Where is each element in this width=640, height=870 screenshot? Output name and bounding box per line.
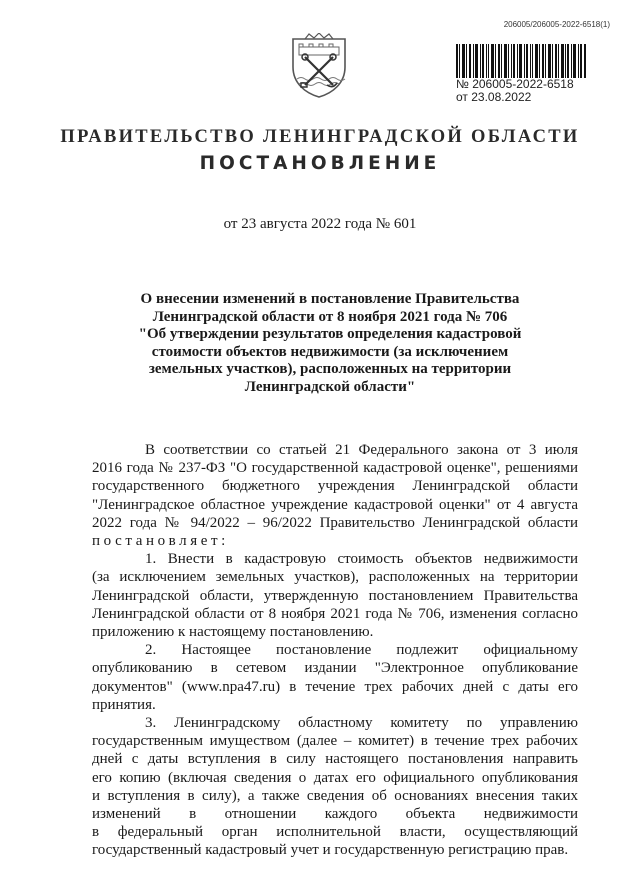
body-line: опубликованию в сетевом издании "Электронное опубликование	[92, 660, 578, 677]
body-line: 2. Настоящее постановление подлежит официальному	[145, 642, 578, 659]
body-line: Ленинградской области от 8 ноября 2021 года № 706, изменения согласно	[92, 605, 578, 622]
barcode-icon	[456, 44, 586, 78]
document-subject	[120, 291, 540, 396]
body-line: и вступления в силу), а также сведения об основаниях внесения таких	[92, 787, 578, 804]
body-line: 3. Ленинградскому областному комитету по управлению	[145, 715, 578, 732]
document-type-title: ПОСТАНОВЛЕНИЕ	[199, 153, 441, 174]
item-3-paragraph	[92, 714, 578, 860]
body-line: дней с даты вступления в силу настоящего постановления направить	[92, 751, 578, 768]
body-line: государственного бюджетного учреждения Ленинградской области	[92, 478, 578, 495]
body-line: документов" (www.npa47.ru) в течение трех рабочих дней с даты его	[92, 678, 578, 695]
document-date: от 23 августа 2022 года № 601	[223, 216, 417, 232]
subject-line: земельных участков), расположенных на территории	[148, 361, 512, 377]
subject-line: "Об утверждении результатов определения кадастровой	[138, 326, 522, 342]
coat-of-arms-icon	[287, 33, 351, 99]
body-line: в федеральный орган исполнительной власти, осуществляющий	[92, 824, 578, 841]
body-line: принятия.	[92, 696, 156, 713]
item-2-paragraph	[92, 641, 578, 714]
registration-block	[456, 44, 596, 104]
body-line: 2022 года № 94/2022 – 96/2022 Правительство Ленинградской области	[92, 514, 578, 531]
government-title: ПРАВИТЕЛЬСТВО ЛЕНИНГРАДСКОЙ ОБЛАСТИ	[60, 127, 580, 147]
subject-line: О внесении изменений в постановление Правительства	[140, 291, 520, 307]
subject-line: стоимости объектов недвижимости (за исключением	[151, 343, 509, 360]
body-line: приложению к настоящему постановлению.	[92, 624, 374, 641]
body-line: его копию (включая сведения о датах его официального опубликования	[92, 769, 578, 786]
document-body	[92, 441, 578, 860]
item-1-paragraph	[92, 550, 578, 641]
body-line: государственным имуществом (далее – комитет) в течение трех рабочих	[92, 733, 578, 750]
body-line: Ленинградской области, утвержденную постановлением Правительства	[92, 587, 578, 604]
subject-line: Ленинградской области"	[244, 378, 416, 395]
body-line: 2016 года № 237-ФЗ "О государственной кадастровой оценке", решениями	[92, 460, 578, 477]
document-id: 206005/206005-2022-6518(1)	[503, 20, 610, 29]
resolution-keyword: постановляет:	[92, 533, 229, 550]
registration-number: № 206005-2022-6518	[456, 77, 574, 91]
body-line: "Ленинградское областное учреждение кадастровой оценки" от 4 августа	[92, 496, 578, 513]
body-line: (за исключением земельных участков), расположенных на территории	[92, 569, 578, 586]
registration-date: от 23.08.2022	[456, 90, 532, 104]
subject-line: Ленинградской области от 8 ноября 2021 года № 706	[152, 308, 508, 325]
body-line: В соответствии со статьей 21 Федерального закона от 3 июля	[145, 442, 578, 458]
preamble-paragraph	[92, 441, 578, 550]
body-line: изменений в отношении каждого объекта недвижимости	[92, 806, 578, 823]
body-line: государственный кадастровый учет и государственную регистрацию прав.	[92, 842, 569, 859]
body-line: 1. Внести в кадастровую стоимость объектов недвижимости	[145, 551, 578, 568]
